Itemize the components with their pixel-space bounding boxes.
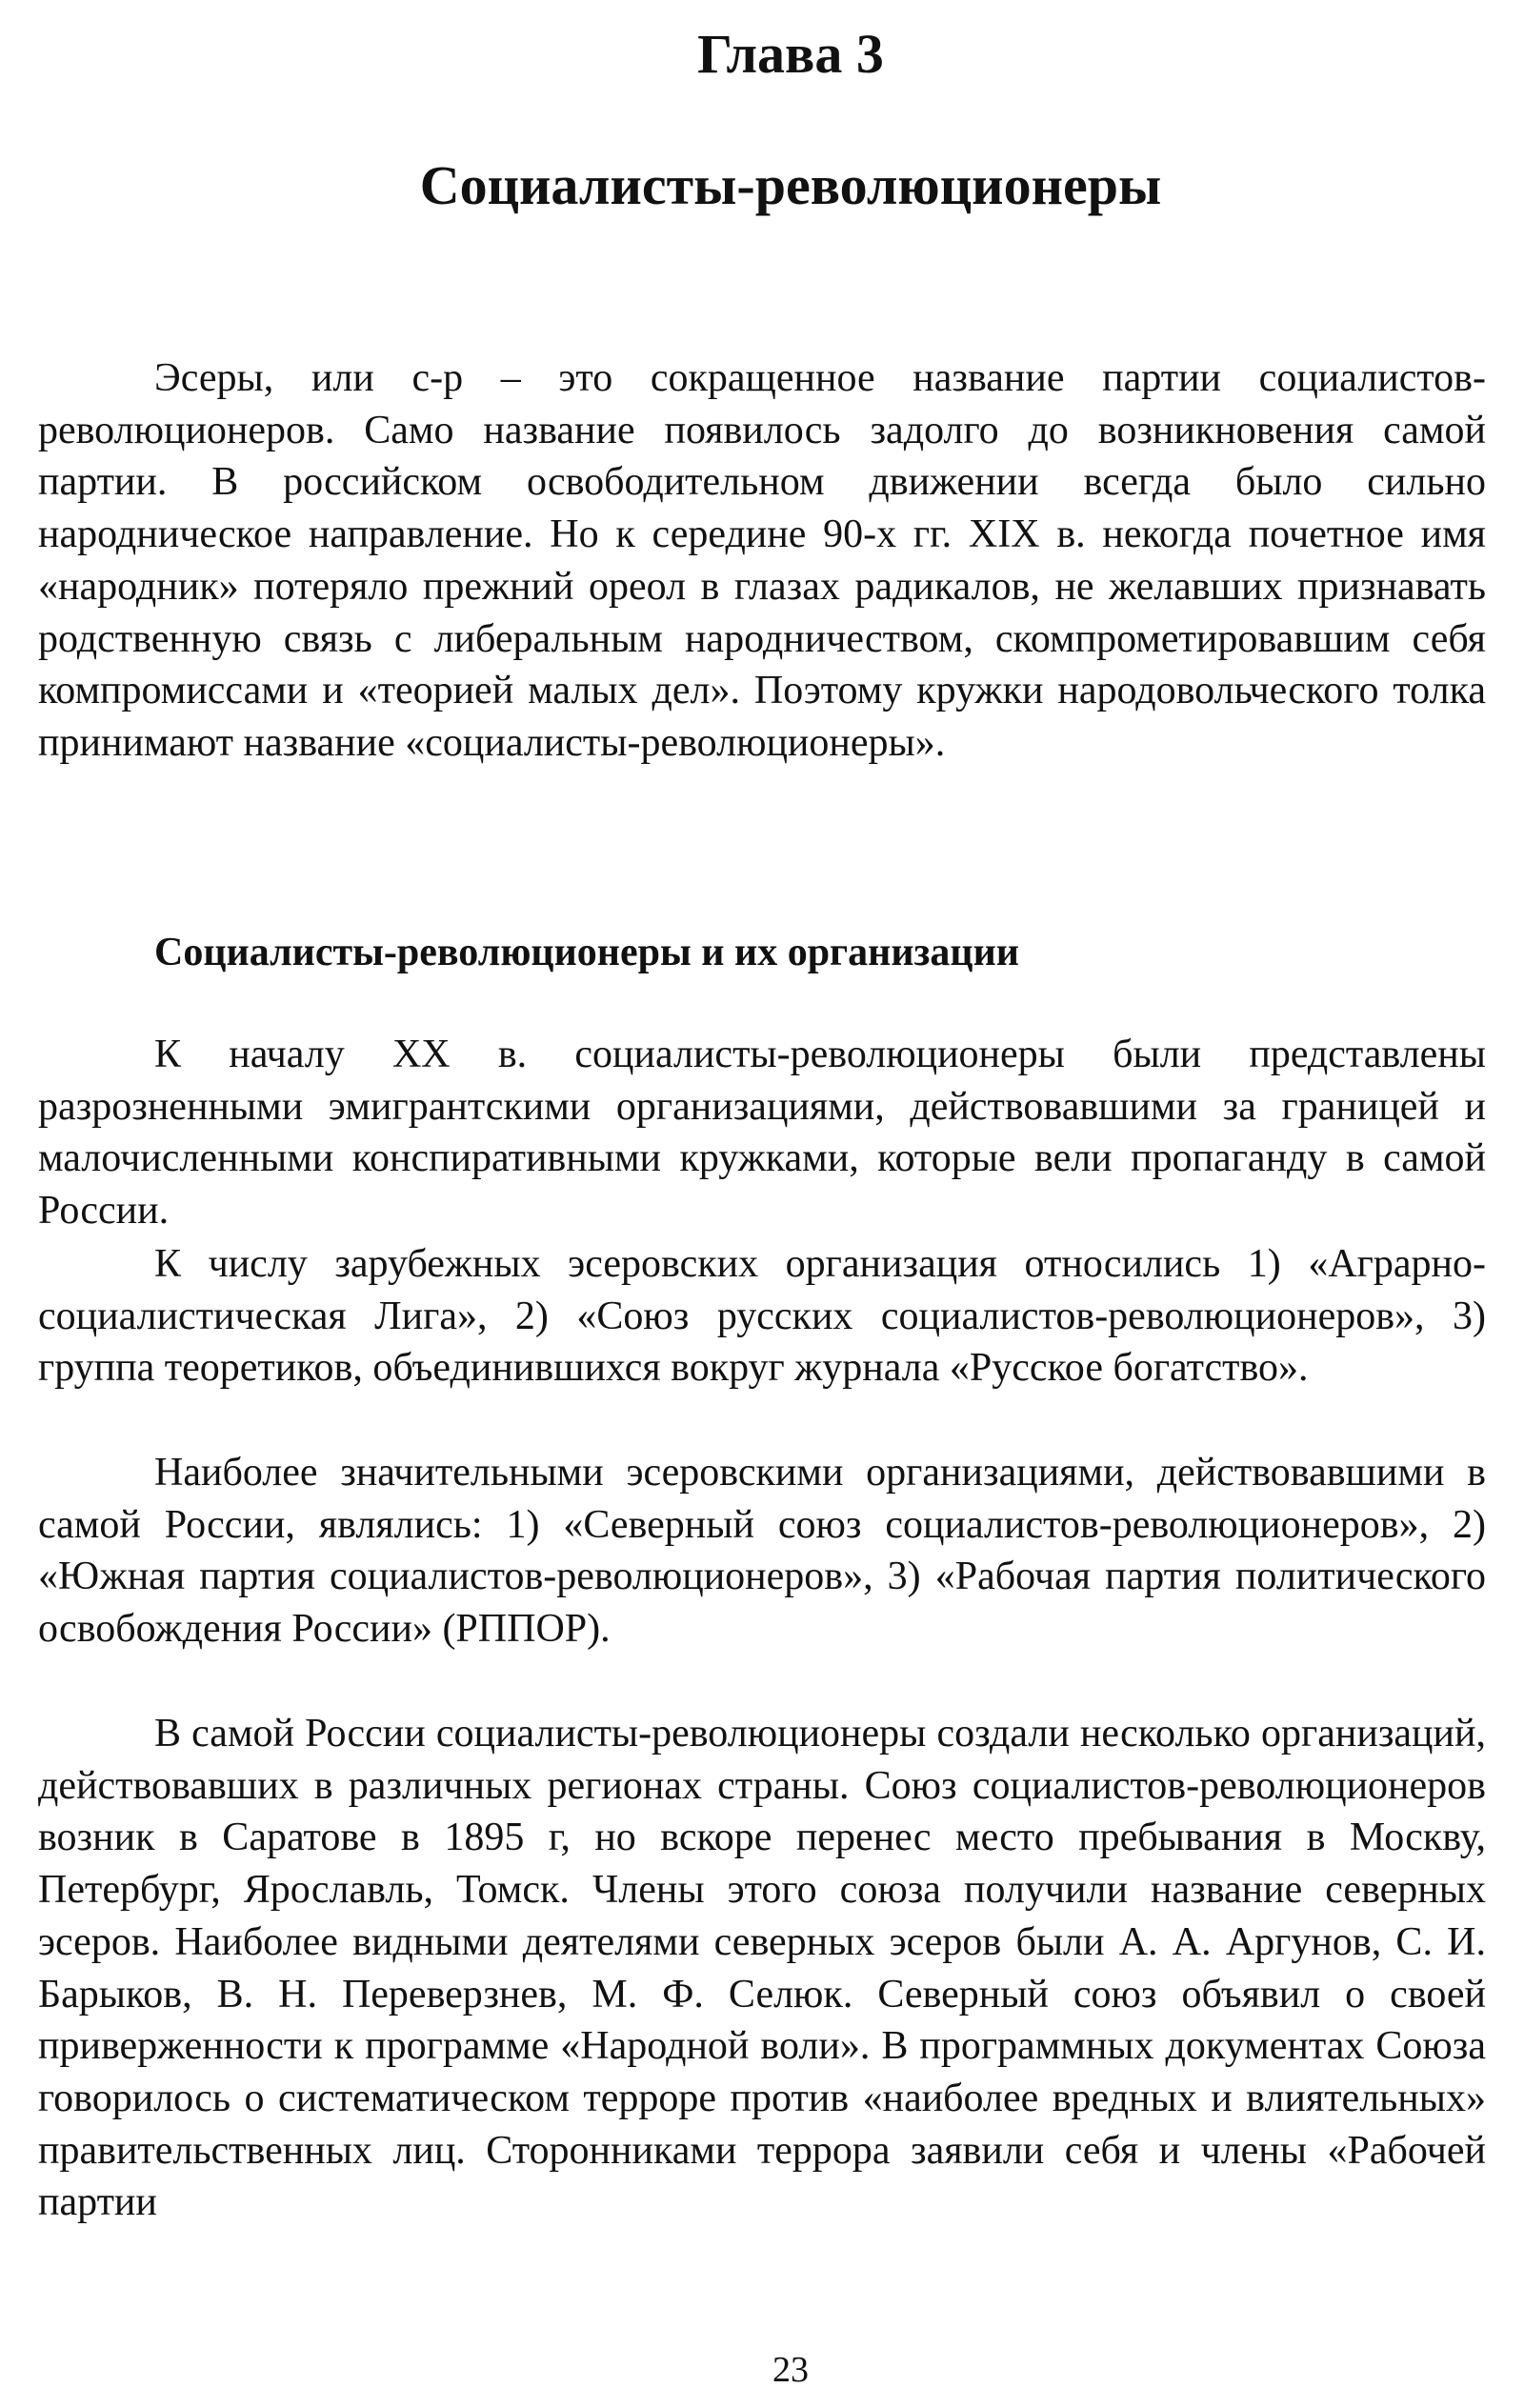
paragraph-foreign-organizations: К числу зарубежных эсеровских организация относились 1) «Аграрно-социалистическая Лига», 2) «Союз русских социалистов-революционеров», 3) группа теоретиков, объединившихся вокруг журнала «Русское богатство».	[38, 1242, 1486, 1391]
intro-paragraph: Эсеры, или с-р – это сокращенное название партии социалистов-революционеров. Само название появилось задолго до возникновения самой партии. В российском освободительном движении всегда было сильно народническое направление. Но к середине 90-х гг. XIX в. некогда почетное имя «народник» потеряло прежний ореол в глазах радикалов, не желавших признавать родственную связь с либеральным народничеством, скомпрометировавшим себя компромиссами и «теорией малых дел». Поэтому кружки народовольческого толка принимают название «социалисты-революционеры».	[38, 356, 1486, 765]
document-page	[38, 0, 1486, 2408]
page-number: 23	[772, 2350, 809, 2390]
section-heading: Социалисты-революционеры и их организации	[154, 931, 1020, 974]
paragraph-early-organizations: К началу XX в. социалисты-революционеры были представлены разрозненными эмигрантскими организациями, действовавшими за границей и малочисленными конспиративными кружками, которые вели пропаганду в самой России.	[38, 1033, 1486, 1234]
paragraph-domestic-organizations: Наиболее значительными эсеровскими организациями, действовавшими в самой России, являлись: 1) «Северный союз социалистов-революционеров», 2) «Южная партия социалистов-революционеров», 3) «Рабочая партия политического освобождения России» (РППОР).	[38, 1451, 1486, 1652]
paragraph-northern-union: В самой России социалисты-революционеры создали несколько организаций, действовавших в различных регионах страны. Союз социалистов-революционеров возник в Саратове в 1895 г, но вскоре перенес место пребывания в Москву, Петербург, Ярославль, Томск. Члены этого союза получили название северных эсеров. Наиболее видными деятелями северных эсеров были А. А. Аргунов, С. И. Барыков, В. Н. Переверзнев, М. Ф. Селюк. Северный союз объявил о своей приверженности к программе «Народной воли». В программных документах Союза говорилось о систематическом терроре против «наиболее вредных и влиятельных» правительственных лиц. Сторонниками террора заявили себя и члены «Рабочей партии	[38, 1712, 1486, 2225]
chapter-number: Глава 3	[697, 23, 884, 85]
chapter-title: Социалисты-революционеры	[419, 154, 1162, 216]
